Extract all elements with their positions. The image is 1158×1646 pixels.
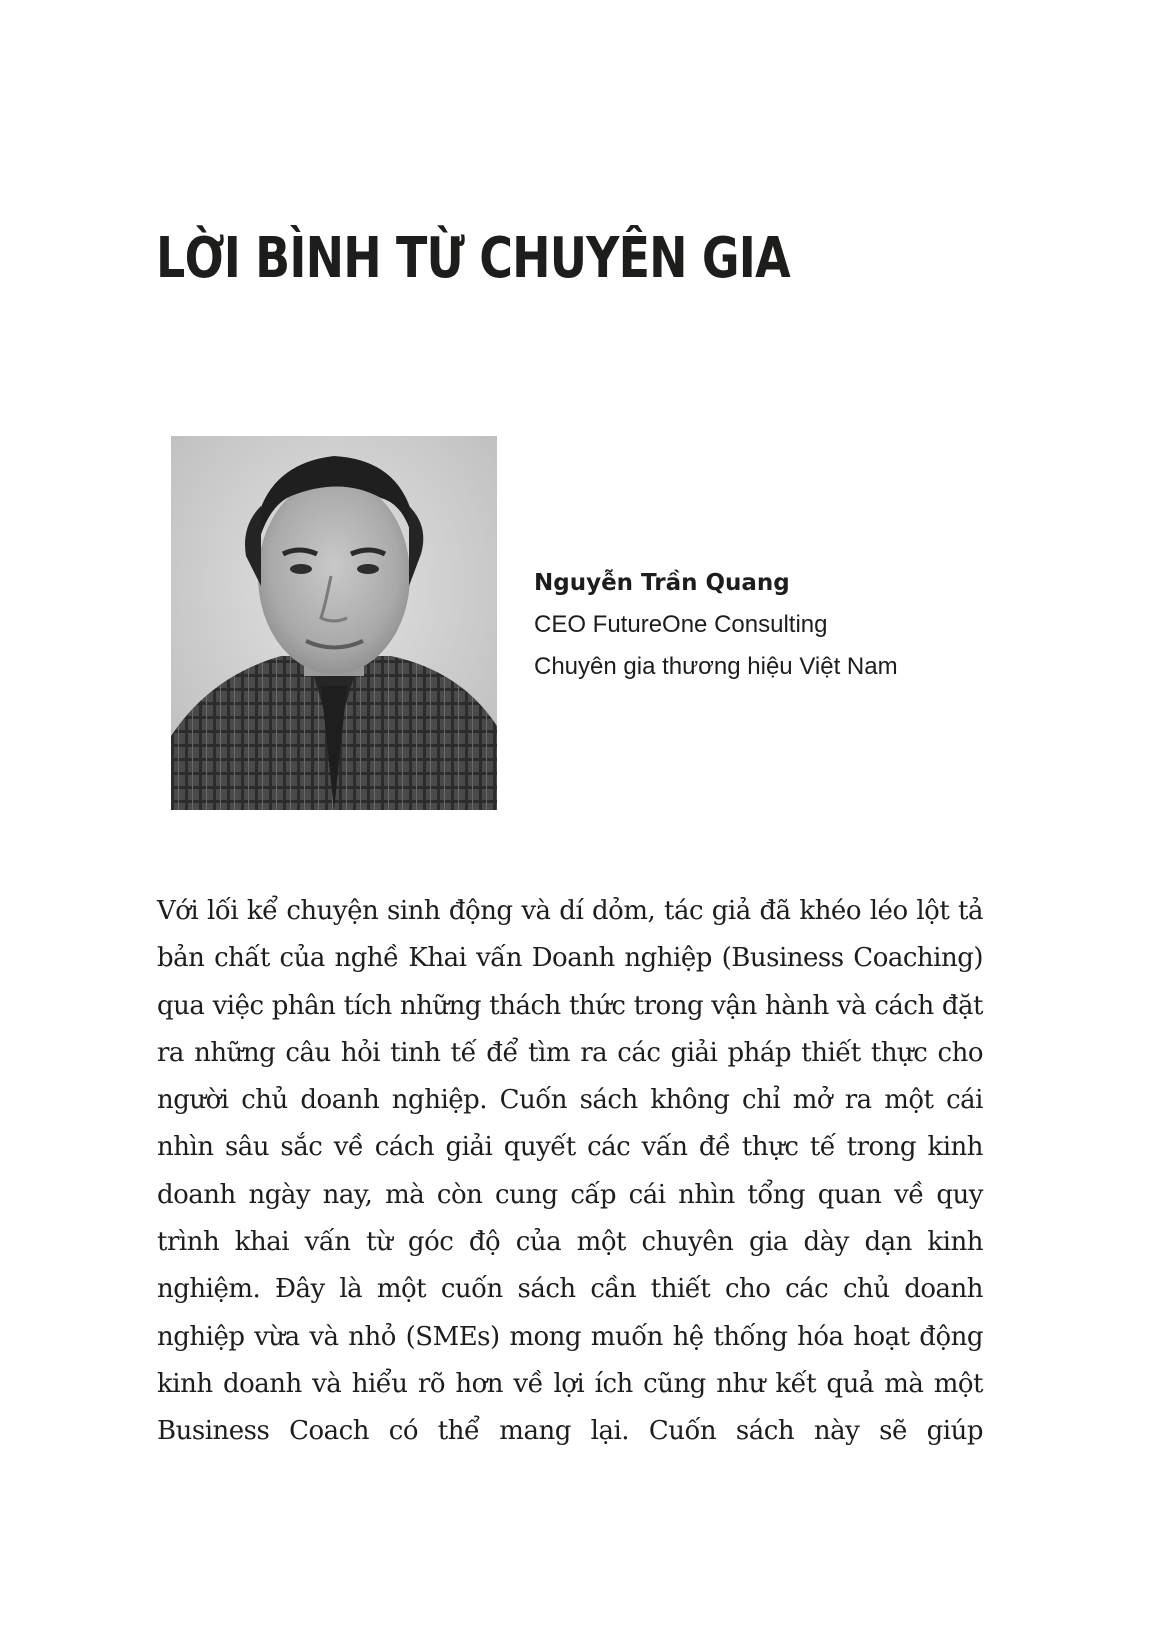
author-portrait [171, 436, 497, 810]
author-info [534, 562, 1094, 688]
body-paragraph: Với lối kể chuyện sinh động và dí dỏm, tác giả đã khéo léo lột tả bản chất của nghề Khai vấn Doanh nghiệp (Business Coaching) qua việc phân tích những thách thức trong vận hành và cách đặt ra những câu hỏi tinh tế để tìm ra các giải pháp thiết thực cho người chủ doanh nghiệp. Cuốn sách không chỉ mở ra một cái nhìn sâu sắc về cách giải quyết các vấn đề thực tế trong kinh doanh ngày nay, mà còn cung cấp cái nhìn tổng quan về quy trình khai vấn từ góc độ của một chuyên gia dày dạn kinh nghiệm. Đây là một cuốn sách cần thiết cho các chủ doanh nghiệp vừa và nhỏ (SMEs) mong muốn hệ thống hóa hoạt động kinh doanh và hiểu rõ hơn về lợi ích cũng như kết quả mà một Business Coach có thể mang lại. Cuốn sách này sẽ giúp [157, 896, 983, 1447]
author-role: CEO FutureOne Consulting [534, 611, 828, 638]
page-title: LỜI BÌNH TỪ CHUYÊN GIA [156, 226, 790, 291]
author-name: Nguyễn Trần Quang [534, 570, 790, 596]
author-description: Chuyên gia thương hiệu Việt Nam [534, 653, 898, 680]
